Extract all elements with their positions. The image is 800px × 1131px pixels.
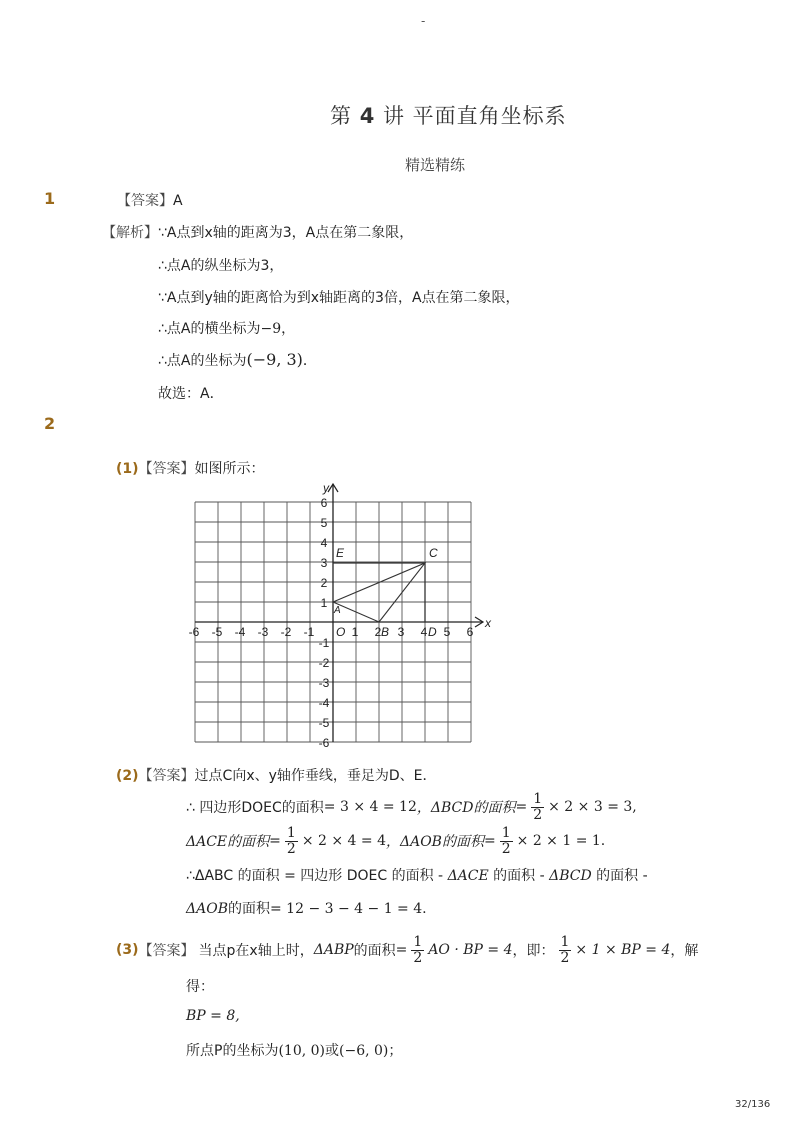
- title-prefix: 第: [330, 104, 352, 128]
- q2-part-2-header: [116, 765, 437, 785]
- q2-part-1-text: 如图所示：: [194, 461, 265, 477]
- q1-line-4-text: ∴点A的横坐标为: [158, 321, 261, 337]
- frac-num: 1: [501, 824, 511, 841]
- q2-part-1: [116, 458, 265, 478]
- q2-p2-l4c: = 12 − 3 − 4 − 1 = 4.: [270, 901, 427, 917]
- q1-analysis-line-6: 故选：A．: [158, 386, 224, 402]
- q2-part-1-num: (1): [116, 461, 139, 477]
- q2-part-2-line-1: [186, 789, 637, 825]
- x-tick-label: -1: [303, 625, 315, 639]
- y-tick-label: -3: [318, 676, 330, 690]
- q2-part-3-line-1: [116, 932, 698, 968]
- q1-answer-value: A: [173, 193, 183, 209]
- q2-p3-l1d: =: [395, 942, 408, 958]
- q2-part-2-text: 过点C向x、y轴作垂线，垂足为D、E．: [194, 768, 437, 784]
- q2-p3-l4b: (10, 0): [278, 1043, 325, 1059]
- q2-p2-l3c: 的面积 -: [488, 868, 550, 884]
- q2-part-2-tag: 【答案】: [138, 768, 195, 784]
- q2-p2-fraction-3: [500, 826, 513, 856]
- y-tick-label: -6: [318, 736, 330, 750]
- q2-p2-l4b: 的面积: [228, 901, 270, 917]
- q2-part-3-line-3: BP = 8,: [186, 1008, 240, 1024]
- q2-p2-l2c: × 2 × 4 = 4: [301, 833, 386, 849]
- frac-den: 2: [533, 806, 543, 823]
- frac-num: 1: [560, 933, 570, 950]
- frac-num: 1: [413, 933, 423, 950]
- q2-part-2-num: (2): [116, 768, 139, 784]
- x-tick-label: 3: [397, 625, 405, 639]
- q2-p3-l1b: ΔABP: [313, 942, 354, 958]
- q2-p2-l2d: ，ΔAOB的面积: [385, 834, 484, 850]
- q2-p2-l1d: =: [515, 799, 528, 815]
- x-tick-label: -4: [234, 625, 246, 639]
- question-1-number: 1: [44, 189, 56, 208]
- q1-analysis-line-4: [158, 318, 295, 338]
- y-tick-label: 3: [320, 556, 328, 570]
- q2-p3-l1f: ，即：: [512, 943, 555, 959]
- x-tick-label: -6: [188, 625, 200, 639]
- frac-num: 1: [286, 824, 296, 841]
- q2-p3-l4c: 或: [325, 1043, 339, 1059]
- q2-p2-l3b: ΔACE: [447, 868, 489, 884]
- point-a-label: A: [334, 605, 341, 616]
- origin-label: O: [336, 625, 346, 639]
- x-tick-label: 4: [420, 625, 428, 639]
- page-number: 32/136: [735, 1099, 771, 1110]
- q2-p3-l1c: 的面积: [353, 943, 396, 959]
- q2-p2-l2f: × 2 × 1 = 1.: [516, 833, 606, 849]
- x-tick-label: -3: [257, 625, 269, 639]
- page-title: [330, 100, 567, 130]
- q2-p2-fraction-1: [531, 792, 544, 822]
- q1-answer: [117, 190, 183, 210]
- frac-den: 2: [413, 949, 423, 966]
- y-tick-label: 1: [320, 596, 328, 610]
- q2-part-1-tag: 【答案】: [138, 461, 195, 477]
- q1-analysis-line-3: ∵A点到y轴的距离恰为到x轴距离的3倍，A点在第二象限，: [158, 290, 520, 306]
- x-tick-label: 5: [443, 625, 451, 639]
- q1-line-4-tail: ，: [281, 321, 296, 337]
- y-tick-label: 2: [320, 576, 328, 590]
- point-labels: [322, 481, 492, 639]
- q2-p3-l4a: 所点P的坐标为: [186, 1043, 279, 1059]
- q1-line-5-tail: ．: [302, 353, 317, 369]
- q2-p2-l1c: ，ΔBCD的面积: [416, 800, 516, 816]
- point-e-label: E: [336, 546, 345, 560]
- y-tick-label: -2: [318, 656, 330, 670]
- q1-analysis-line-5: [158, 350, 317, 370]
- x-axis-label: x: [485, 616, 491, 630]
- x-tick-label: 1: [351, 625, 359, 639]
- y-tick-label: 5: [320, 516, 328, 530]
- q2-p3-l4d: (−6, 0): [339, 1043, 389, 1059]
- x-tick-label: 6: [466, 625, 474, 639]
- point-d-label: D: [428, 625, 437, 639]
- q2-part-3-tag: 【答案】: [138, 943, 195, 959]
- q2-part-3-line-4: [186, 1040, 402, 1060]
- x-tick-label: 2: [374, 625, 382, 639]
- question-2-number: 2: [44, 414, 56, 433]
- q2-part-3-line-2: 得：: [186, 979, 214, 995]
- x-tick-label: -2: [280, 625, 292, 639]
- q1-line-5-math: (−9, 3): [246, 350, 303, 369]
- frac-den: 2: [286, 840, 296, 857]
- q2-p3-l4e: ；: [388, 1043, 403, 1059]
- q2-part-3-num: (3): [116, 942, 139, 958]
- y-tick-label: -4: [318, 696, 330, 710]
- q2-p2-l1e: × 2 × 3 = 3,: [548, 799, 637, 815]
- q2-p2-l1a: ∴ 四边形DOEC的面积: [186, 800, 324, 816]
- q2-p2-l3d: ΔBCD: [549, 868, 592, 884]
- x-tick-label: -5: [211, 625, 223, 639]
- q2-p2-l1b: = 3 × 4 = 12: [323, 799, 417, 815]
- y-tick-label: 6: [320, 496, 328, 510]
- y-tick-label: -5: [318, 716, 330, 730]
- q2-p3-fraction-1: [411, 935, 424, 965]
- coordinate-grid-figure: [185, 478, 500, 750]
- header-dash: -: [421, 14, 426, 28]
- q1-answer-tag: 【答案】: [117, 193, 173, 209]
- frac-den: 2: [501, 840, 511, 857]
- q1-line-4-math: −9: [260, 321, 282, 337]
- tick-labels: [189, 496, 474, 750]
- section-subtitle: 精选精练: [405, 156, 466, 174]
- q2-p2-l3e: 的面积 -: [591, 868, 648, 884]
- q2-p2-l2a: ΔACE的面积: [186, 834, 270, 850]
- q2-p2-l4a: ΔAOB: [186, 901, 228, 917]
- q2-p2-l2e: =: [483, 833, 496, 849]
- q2-p3-l1a: 当点p在x轴上时，: [198, 943, 314, 959]
- y-axis-label: y: [323, 481, 329, 495]
- q2-part-2-line-2: [186, 823, 605, 859]
- frac-num: 1: [533, 790, 543, 807]
- q1-analysis-line-2: ∴点A的纵坐标为3，: [158, 258, 284, 274]
- frac-den: 2: [560, 949, 570, 966]
- q2-p3-fraction-2: [559, 935, 572, 965]
- q2-p3-l1g: × 1 × BP = 4: [575, 942, 671, 958]
- q1-line-1-text: ∵A点到x轴的距离为3，A点在第二象限，: [158, 225, 414, 241]
- q2-p2-l3a: ∴ΔABC 的面积 = 四边形 DOEC 的面积 -: [186, 868, 448, 884]
- title-number: 4: [359, 104, 376, 128]
- q1-analysis-line-1: [102, 222, 413, 242]
- q2-p2-fraction-2: [285, 826, 298, 856]
- q2-part-2-line-4: [186, 898, 427, 918]
- q1-line-5-text: ∴点A的坐标为: [158, 353, 247, 369]
- y-tick-label: -1: [318, 636, 330, 650]
- point-c-label: C: [429, 546, 438, 560]
- y-tick-label: 4: [320, 536, 328, 550]
- q2-p2-l2b: =: [269, 833, 281, 849]
- q2-p3-l1h: ，解: [670, 943, 699, 959]
- title-suffix: 讲 平面直角坐标系: [383, 104, 567, 128]
- q2-part-2-line-3: [186, 865, 648, 885]
- q1-analysis-tag: 【解析】: [102, 225, 158, 241]
- q2-p3-l1e: AO · BP = 4: [428, 942, 513, 958]
- point-b-label: B: [381, 625, 390, 639]
